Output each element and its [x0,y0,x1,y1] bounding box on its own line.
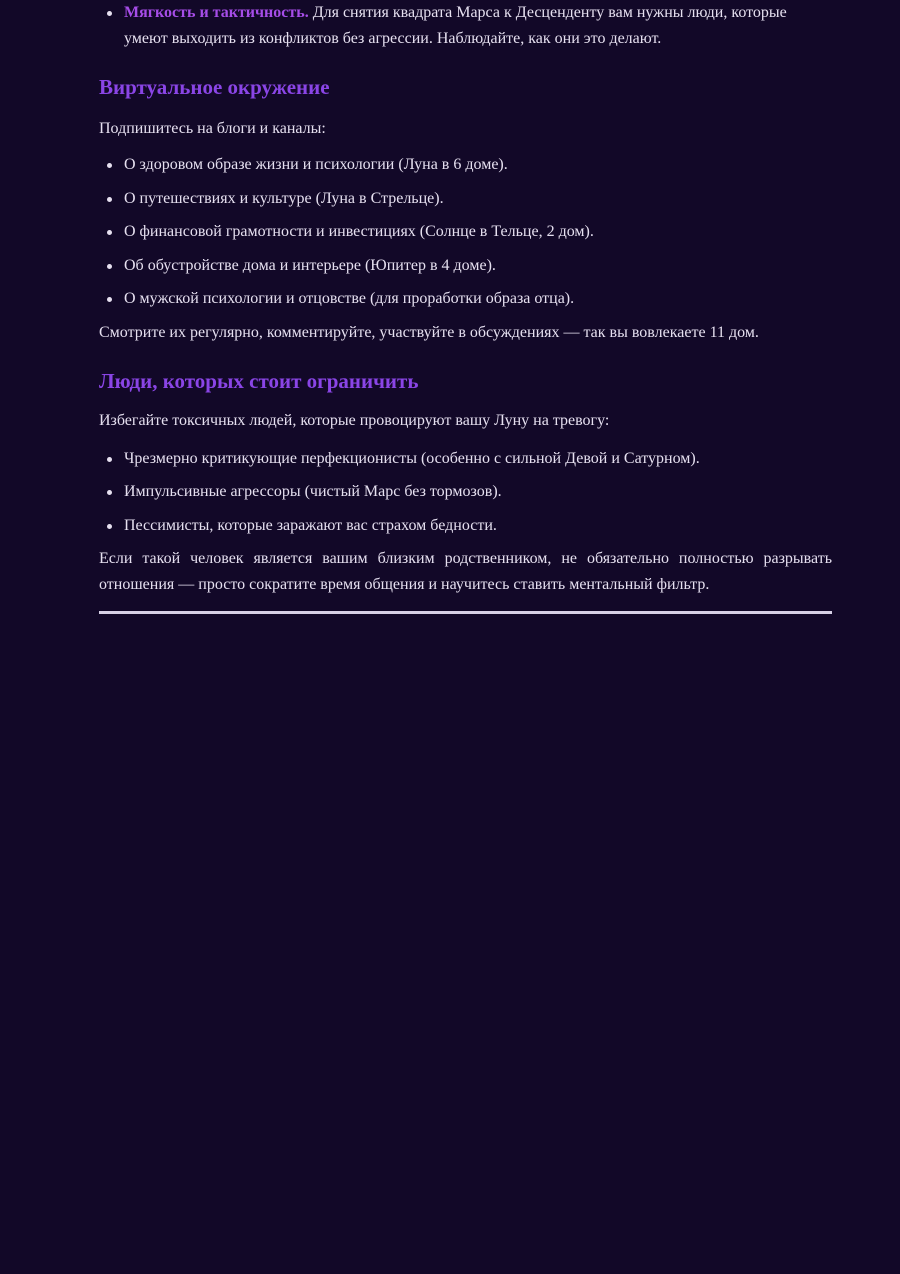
list-item: О мужской психологии и отцовстве (для проработки образа отца). [124,286,832,312]
virtual-list [99,152,832,312]
section-heading-limit: Люди, которых стоит ограничить [99,368,419,393]
list-item: Импульсивные агрессоры (чистый Марс без тормозов). [124,479,832,505]
list-item: Чрезмерно критикующие перфекционисты (особенно с сильной Девой и Сатурном). [124,446,832,472]
paragraph-limit-outro: Если такой человек является вашим близким родственником, не обязательно полностью разрывать отношения — просто сократите время общения и научитесь ставить ментальный фильтр. [99,550,832,593]
list-item: Пессимисты, которые заражают вас страхом бедности. [124,513,832,539]
intro-list [99,0,832,52]
list-item: О путешествиях и культуре (Луна в Стрельце). [124,186,832,212]
list-item: О финансовой грамотности и инвестициях (Солнце в Тельце, 2 дом). [124,219,832,245]
paragraph-limit-lead: Избегайте токсичных людей, которые провоцируют вашу Луну на тревогу: [99,411,610,429]
limit-list [99,446,832,539]
list-item-text: Для снятия квадрата Марса к Десценденту вам нужны люди, которые умеют выходить из конфликтов без агрессии. Наблюдайте, как они это делают. [124,4,787,47]
list-item-bold: Мягкость и тактичность. [124,4,309,21]
paragraph-virtual-outro: Смотрите их регулярно, комментируйте, участвуйте в обсуждениях — так вы вовлекаете 11 дом. [99,323,759,341]
list-item: Об обустройстве дома и интерьере (Юпитер в 4 доме). [124,253,832,279]
article-content [99,0,832,614]
paragraph-virtual-lead: Подпишитесь на блоги и каналы: [99,120,326,137]
section-heading-virtual: Виртуальное окружение [99,75,330,99]
section-divider [99,611,832,614]
list-item [124,0,832,52]
list-item: О здоровом образе жизни и психологии (Луна в 6 доме). [124,152,832,178]
